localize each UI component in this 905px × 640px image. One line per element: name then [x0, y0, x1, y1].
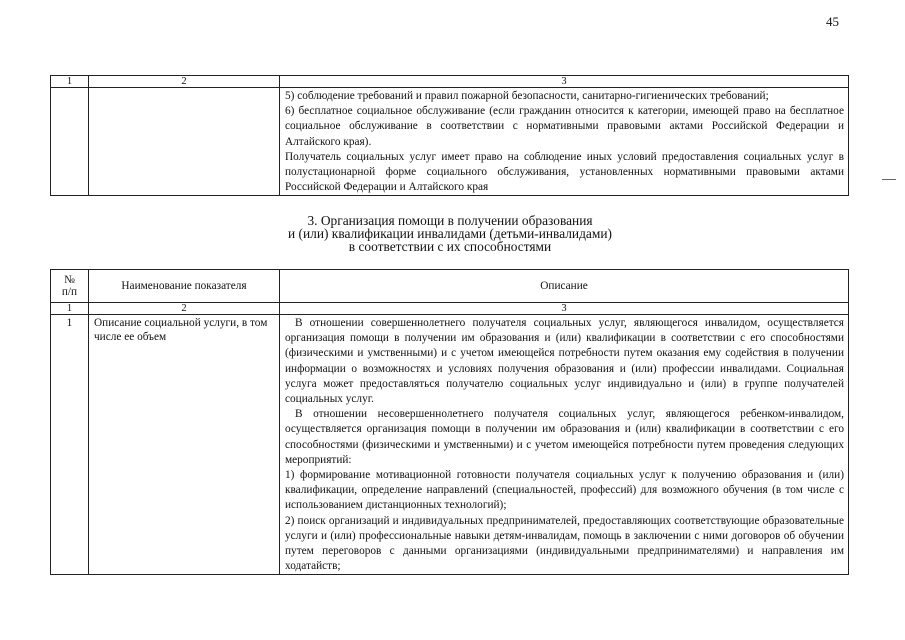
row-index-cell: 1 [51, 315, 89, 575]
column-number-3: 3 [280, 76, 849, 88]
continued-table [50, 75, 849, 196]
section-title-line: и (или) квалификации инвалидами (детьми-инвалидами) [288, 226, 612, 241]
column-number-1: 1 [51, 303, 89, 315]
description-paragraph: 1) формирование мотивационной готовности получателя социальных услуг к получению образования и (или) квалификации, определение направлений (специальностей, профессий) для возможного обучения (в том числе с использованием дистанционных технологий); [285, 469, 844, 512]
header-description: Описание [280, 270, 849, 303]
page-number: 45 [826, 14, 839, 29]
header-number-symbol: № [64, 274, 75, 286]
description-paragraph: 6) бесплатное социальное обслуживание (если гражданин относится к категории, имеющей право на бесплатное социальное обслуживание в соответствии с нормативными правовыми актами Российской Федерации и Алтайского края). [285, 105, 844, 148]
description-paragraph: 5) соблюдение требований и правил пожарной безопасности, санитарно-гигиенических требований; [285, 90, 769, 102]
row-name-cell [89, 88, 280, 196]
section-title [150, 214, 750, 253]
header-row [51, 270, 849, 303]
row-description-cell [280, 88, 849, 196]
column-number-2: 2 [89, 76, 280, 88]
column-number-row [51, 76, 849, 88]
row-name-cell: Описание социальной услуги, в том числе ее объем [89, 315, 280, 575]
description-paragraph: 2) поиск организаций и индивидуальных предпринимателей, предоставляющих соответствующие образовательные услуги и (или) профессиональные навыки детям-инвалидам, помощь в заключении с ними договоров об обучении путем переговоров с данными организациями (индивидуальными предпринимателями) и направления им ходатайств; [285, 514, 844, 573]
table-row [51, 315, 849, 575]
service-table [50, 269, 849, 575]
column-number-row [51, 303, 849, 315]
table-row [51, 88, 849, 196]
margin-mark [882, 179, 896, 180]
header-indicator-name: Наименование показателя [89, 270, 280, 303]
section-title-line: 3. Организация помощи в получении образования [307, 213, 593, 228]
header-number-abbr: п/п [61, 286, 78, 298]
column-number-1: 1 [51, 76, 89, 88]
description-paragraph: В отношении совершеннолетнего получателя социальных услуг, являющегося инвалидом, осуществляется организация помощи в получении им образования и (или) квалификации в соответствии с его способностями (физическими и умственными) и с учетом имеющейся потребности путем оказания ему содействия в получении информации о возможностях и условиях получения образования и (или) профессии инвалидами. Социальная услуга может предоставляться получателю социальных услуг индивидуально и (или) в группе получателей социальных услуг. [285, 317, 844, 406]
column-number-2: 2 [89, 303, 280, 315]
description-paragraph: Получатель социальных услуг имеет право на соблюдение иных условий предоставления социальных услуг в полустационарной форме социального обслуживания, установленных нормативными правовыми актами Российской Федерации и Алтайского края [285, 150, 844, 194]
section-title-line: в соответствии с их способностями [348, 239, 552, 254]
row-index-cell [51, 88, 89, 196]
column-number-3: 3 [280, 303, 849, 315]
header-number [51, 270, 89, 303]
description-paragraph: В отношении несовершеннолетнего получателя социальных услуг, являющегося ребенком-инвалидом, осуществляется организация помощи в получении им образования и (или) квалификации в соответствии с его способностями (физическими и умственными) и с учетом имеющейся потребности путем проведения следующих мероприятий: [285, 408, 844, 466]
row-description-cell [280, 315, 849, 575]
